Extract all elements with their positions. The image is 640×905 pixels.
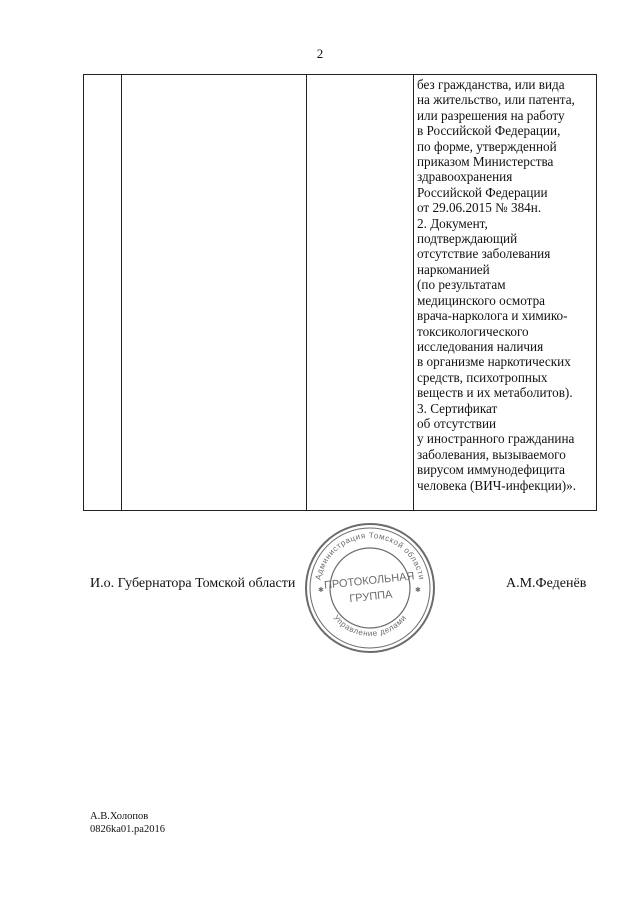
table-cell-line: подтверждающий — [417, 231, 518, 247]
table-cell-line: человека (ВИЧ-инфекции)». — [417, 477, 577, 493]
table-cell-line: веществ и их метаболитов). — [417, 385, 573, 401]
table-column-divider-2 — [306, 75, 307, 510]
table-column-divider-3 — [413, 75, 414, 510]
table-cell-text — [417, 77, 594, 493]
signature-position: И.о. Губернатора Томской области — [90, 576, 296, 591]
table-cell-line: по форме, утвержденной — [417, 138, 557, 154]
stamp-star-right: ✱ — [415, 586, 421, 594]
table-cell-line: 2. Документ, — [417, 215, 488, 231]
table-cell-line: заболевания, вызываемого — [417, 446, 566, 462]
table-cell-line: без гражданства, или вида — [417, 77, 565, 92]
footer-author: А.В.Холопов — [90, 811, 149, 822]
stamp-center-line-2: ГРУППА — [348, 588, 394, 606]
table-cell-line: Российской Федерации — [417, 184, 548, 200]
table-cell-line: (по результатам — [417, 277, 506, 293]
table-cell-line: у иностранного гражданина — [417, 431, 575, 447]
table-cell-line: 3. Сертификат — [417, 400, 498, 416]
table-cell-line: средств, психотропных — [417, 369, 548, 385]
table-cell-line: токсикологического — [417, 323, 529, 339]
stamp-center-line-1: ПРОТОКОЛЬНАЯ — [323, 570, 416, 592]
page-number: 2 — [316, 46, 324, 61]
table-cell-line: в организме наркотических — [417, 354, 571, 370]
official-stamp — [302, 520, 438, 656]
table-cell-line: здравоохранения — [417, 169, 513, 185]
table-cell-line: об отсутствии — [417, 415, 497, 431]
stamp-ring-text: Администрация Томской области — [313, 530, 427, 581]
signature-name: А.М.Феденёв — [506, 576, 587, 591]
table-cell-line: медицинского осмотра — [417, 292, 546, 308]
document-table — [83, 74, 597, 511]
table-cell-line: в Российской Федерации, — [417, 123, 561, 139]
table-cell-line: от 29.06.2015 № 384н. — [417, 200, 542, 216]
table-column-divider-1 — [121, 75, 122, 510]
table-cell-line: вирусом иммунодефицита — [417, 462, 565, 478]
footer-code: 0826ka01.pa2016 — [90, 824, 165, 835]
table-cell-line: отсутствие заболевания — [417, 246, 551, 262]
table-cell-line: или разрешения на работу — [417, 107, 565, 123]
stamp-star-left: ✱ — [318, 586, 324, 594]
stamp-lower-ring-text: Управление делами — [331, 613, 409, 639]
table-cell-line: приказом Министерства — [417, 154, 554, 170]
table-cell-line: врача-нарколога и химико- — [417, 308, 568, 324]
table-cell-line: исследования наличия — [417, 338, 544, 354]
table-cell-line: на жительство, или патента, — [417, 92, 575, 108]
table-cell-line: наркоманией — [417, 261, 490, 277]
